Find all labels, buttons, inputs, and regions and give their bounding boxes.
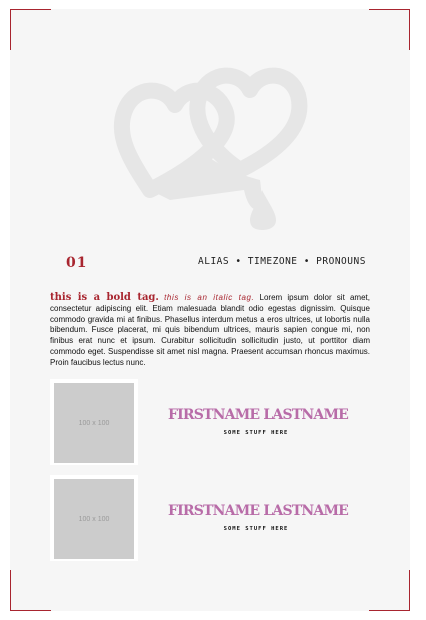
corner-accent-bottom-right bbox=[369, 570, 410, 611]
member-card bbox=[50, 379, 370, 465]
bold-tag: this is a bold tag. bbox=[50, 292, 159, 303]
intro-paragraph bbox=[50, 293, 370, 369]
intro-body: Lorem ipsum dolor sit amet, consectetur adipiscing elit. Etiam malesuada blandit odio egestas dignissim. Quisque commodo gravida mi at finibus. Phasellus interdum metus a eros ultrices, ut lobortis nulla bibendum. Fusce placerat, mi quis bibendum ultrices, mauris sapien congue mi, non finibus erat nunc et ipsum. Curabitur sollicitudin sollicitudin justo, ut porttitor diam commodo eget. Suspendisse sit amet nisl magna. Praesent accumsan rhoncus maximus. Proin faucibus lectus nunc. bbox=[50, 293, 370, 367]
member-subtitle: SOME STUFF HERE bbox=[223, 526, 289, 532]
photo-frame bbox=[50, 475, 138, 561]
photo-frame bbox=[50, 379, 138, 465]
member-name: FIRSTNAME LASTNAME bbox=[168, 407, 349, 423]
interlocked-hearts-icon bbox=[110, 40, 310, 230]
corner-accent-bottom-left bbox=[10, 570, 51, 611]
member-card bbox=[50, 475, 370, 561]
corner-accent-top-left bbox=[10, 9, 51, 50]
photo-placeholder: 100 x 100 bbox=[54, 479, 134, 559]
photo-placeholder: 100 x 100 bbox=[54, 383, 134, 463]
corner-accent-top-right bbox=[369, 9, 410, 50]
meta-line: ALIAS • TIMEZONE • PRONOUNS bbox=[198, 256, 366, 267]
italic-tag: this is an italic tag. bbox=[164, 293, 255, 302]
section-number: 01 bbox=[66, 255, 88, 271]
member-name: FIRSTNAME LASTNAME bbox=[168, 503, 349, 519]
member-subtitle: SOME STUFF HERE bbox=[223, 430, 289, 436]
